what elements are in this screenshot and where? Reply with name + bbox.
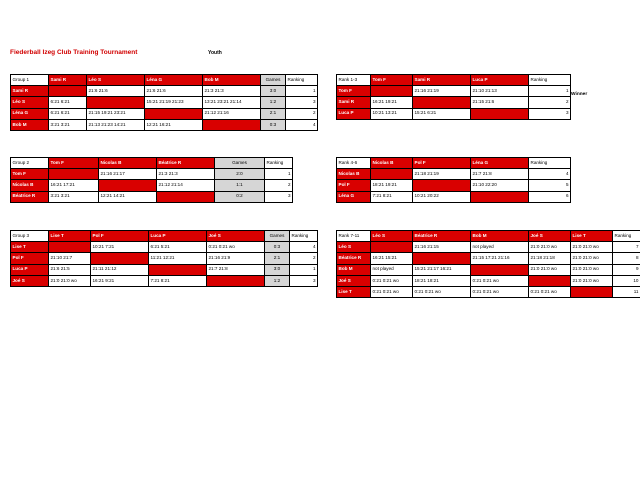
rank-4-6-col-header: Pol F <box>413 158 471 169</box>
row-player-name: Sami R <box>11 86 49 97</box>
group1-col-header: Léna G <box>145 75 203 86</box>
match-score: 0:21 0:21 wo <box>529 286 571 297</box>
match-score: 21:0 21:0 wo <box>571 253 613 264</box>
match-score: 12:21 14:21 <box>99 191 157 202</box>
ranking-value: 6 <box>529 191 571 202</box>
rank-7-11-ranking-header: Ranking <box>613 231 640 242</box>
diagonal-cell <box>49 169 99 180</box>
group2-games-header: Games <box>215 158 265 169</box>
match-score: 21:12 21:14 <box>157 180 215 191</box>
games-count: 3:0 <box>261 86 286 97</box>
ranking-value: 4 <box>529 169 571 180</box>
match-score: 21:6 21:6 <box>87 86 145 97</box>
match-score: 15:21 21:19 21:23 <box>145 97 203 108</box>
match-score: 0:21 0:21 wo <box>207 242 265 253</box>
match-score: 7:21 8:21 <box>371 191 413 202</box>
ranking-value: 2 <box>290 253 318 264</box>
table-row <box>337 242 640 253</box>
match-score: not played <box>371 264 413 275</box>
diagonal-cell <box>571 286 613 297</box>
table-row <box>11 275 318 286</box>
row-player-name: Nicolas B <box>11 180 49 191</box>
row-player-name: Pol F <box>337 180 371 191</box>
diagonal-cell <box>91 253 149 264</box>
match-score: 15:21 21:17 16:21 <box>413 264 471 275</box>
rank-4-6-col-header: Nicolas B <box>371 158 413 169</box>
ranking-value: 8 <box>613 253 640 264</box>
ranking-value: 3 <box>290 275 318 286</box>
match-score: 15:21 6:21 <box>413 108 471 119</box>
group2-col-header: Nicolas B <box>99 158 157 169</box>
match-score: 21:16 21:9 <box>207 253 265 264</box>
winner-label: Winner <box>571 92 588 97</box>
ranking-value: 3 <box>286 97 318 108</box>
diagonal-cell <box>99 180 157 191</box>
table-row <box>337 191 571 202</box>
match-score: 21:7 21:8 <box>207 264 265 275</box>
rank-7-11-col-header: Lise T <box>571 231 613 242</box>
ranking-value: 2 <box>265 180 293 191</box>
group2-ranking-header: Ranking <box>265 158 293 169</box>
group3-table <box>10 230 318 287</box>
rank-7-11-col-header: Béatrice R <box>413 231 471 242</box>
row-player-name: Joé S <box>11 275 49 286</box>
match-score: 10:21 7:21 <box>91 242 149 253</box>
match-score: 10:21 20:22 <box>413 191 471 202</box>
match-score: 16:21 17:21 <box>49 180 99 191</box>
match-score: 6:21 6:21 <box>49 97 87 108</box>
diagonal-cell <box>371 242 413 253</box>
match-score: 21:12 21:16 <box>203 108 261 119</box>
diagonal-cell <box>157 191 215 202</box>
row-player-name: Léo S <box>11 97 49 108</box>
group3-ranking-header: Ranking <box>290 231 318 242</box>
table-row <box>337 108 571 119</box>
ranking-value: 3 <box>529 108 571 119</box>
group3-col-header: Joé S <box>207 231 265 242</box>
ranking-value: 5 <box>529 180 571 191</box>
match-score: 21:0 21:0 wo <box>571 275 613 286</box>
group1-table <box>10 74 318 131</box>
match-score: 0:21 0:21 wo <box>371 286 413 297</box>
match-score: 3:21 3:21 <box>49 191 99 202</box>
rank-1-3-col-header: Sami R <box>413 75 471 86</box>
rank-7-11-table <box>336 230 640 298</box>
row-player-name: Joé S <box>337 275 371 286</box>
match-score: 7:21 8:21 <box>149 275 207 286</box>
page-title: Fiederball Izeg Club Training Tournament <box>10 49 138 56</box>
group1-col-header: Sami R <box>49 75 87 86</box>
ranking-value: 1 <box>529 86 571 97</box>
ranking-value: 4 <box>290 242 318 253</box>
group3-col-header: Pol F <box>91 231 149 242</box>
match-score: 21:3 21:3 <box>203 86 261 97</box>
group2-table <box>10 157 293 203</box>
games-count: 1:1 <box>215 180 265 191</box>
ranking-value: 2 <box>529 97 571 108</box>
table-row <box>337 264 640 275</box>
group1-label: Group 1 <box>11 75 49 86</box>
rank-4-6-label: Rank 4-6 <box>337 158 371 169</box>
match-score: 21:13 21:23 14:21 <box>87 119 145 130</box>
diagonal-cell <box>207 275 265 286</box>
table-row <box>11 253 318 264</box>
match-score: 11:21 12:21 <box>149 253 207 264</box>
diagonal-cell <box>471 191 529 202</box>
row-player-name: Luca P <box>337 108 371 119</box>
match-score: 21:15 21:6 <box>471 97 529 108</box>
match-score: 18:21 18:21 <box>413 275 471 286</box>
games-count: 1:2 <box>265 275 290 286</box>
match-score: 6:21 6:21 <box>49 108 87 119</box>
games-count: 3:0 <box>265 264 290 275</box>
match-score: 21:0 21:0 wo <box>571 242 613 253</box>
table-row <box>11 242 318 253</box>
match-score: 13:21 23:21 21:14 <box>203 97 261 108</box>
ranking-value: 4 <box>286 119 318 130</box>
diagonal-cell <box>87 97 145 108</box>
match-score: 21:16 21:19 <box>413 86 471 97</box>
row-player-name: Tom F <box>11 169 49 180</box>
table-row <box>11 108 318 119</box>
diagonal-cell <box>413 253 471 264</box>
match-score: not played <box>471 242 529 253</box>
match-score: 21:10 22:20 <box>471 180 529 191</box>
rank-1-3-label: Rank 1-3 <box>337 75 371 86</box>
match-score: 21:15 19:21 23:21 <box>87 108 145 119</box>
group1-games-header: Games <box>261 75 286 86</box>
match-score: 16:21 15:21 <box>371 253 413 264</box>
group3-col-header: Luca P <box>149 231 207 242</box>
row-player-name: Luca P <box>11 264 49 275</box>
diagonal-cell <box>413 97 471 108</box>
table-row <box>11 264 318 275</box>
diagonal-cell <box>49 86 87 97</box>
match-score: 21:7 21:8 <box>471 169 529 180</box>
diagonal-cell <box>413 180 471 191</box>
group3-col-header: Lise T <box>49 231 91 242</box>
rank-1-3-ranking-header: Ranking <box>529 75 571 86</box>
row-player-name: Lise T <box>337 286 371 297</box>
match-score: 21:18 21:19 <box>413 169 471 180</box>
ranking-value: 2 <box>286 108 318 119</box>
ranking-value: 1 <box>286 86 318 97</box>
group1-ranking-header: Ranking <box>286 75 318 86</box>
row-player-name: Léna G <box>11 108 49 119</box>
match-score: 21:6 21:6 <box>145 86 203 97</box>
rank-7-11-label: Rank 7-11 <box>337 231 371 242</box>
match-score: 3:21 3:21 <box>49 119 87 130</box>
ranking-value: 3 <box>265 191 293 202</box>
table-row <box>337 169 571 180</box>
match-score: 21:10 21:7 <box>49 253 91 264</box>
row-player-name: Tom F <box>337 86 371 97</box>
table-row <box>11 191 293 202</box>
ranking-value: 10 <box>613 275 640 286</box>
rank-4-6-ranking-header: Ranking <box>529 158 571 169</box>
group2-col-header: Tom F <box>49 158 99 169</box>
match-score: 6:21 5:21 <box>149 242 207 253</box>
games-count: 1:2 <box>261 97 286 108</box>
group3-label: Group 3 <box>11 231 49 242</box>
match-score: 21:3 21:3 <box>157 169 215 180</box>
match-score: 0:21 0:21 wo <box>413 286 471 297</box>
table-row <box>11 86 318 97</box>
table-row <box>337 86 571 97</box>
ranking-value: 11 <box>613 286 640 297</box>
diagonal-cell <box>471 108 529 119</box>
row-player-name: Léo S <box>337 242 371 253</box>
diagonal-cell <box>145 108 203 119</box>
diagonal-cell <box>371 86 413 97</box>
ranking-value: 7 <box>613 242 640 253</box>
games-count: 2:1 <box>261 108 286 119</box>
diagonal-cell <box>471 264 529 275</box>
match-score: 21:11 21:12 <box>91 264 149 275</box>
match-score: 0:21 0:21 wo <box>471 286 529 297</box>
table-row <box>11 180 293 191</box>
row-player-name: Lise T <box>11 242 49 253</box>
games-count: 0:2 <box>215 191 265 202</box>
rank-7-11-col-header: Bob M <box>471 231 529 242</box>
row-player-name: Béatrice R <box>11 191 49 202</box>
group1-col-header: Bob M <box>203 75 261 86</box>
group2-label: Group 2 <box>11 158 49 169</box>
row-player-name: Léna G <box>337 191 371 202</box>
table-row <box>337 253 640 264</box>
rank-4-6-table <box>336 157 571 203</box>
match-score: 18:21 19:21 <box>371 180 413 191</box>
match-score: 21:15 17:21 21:16 <box>471 253 529 264</box>
table-row <box>337 275 640 286</box>
diagonal-cell <box>203 119 261 130</box>
row-player-name: Béatrice R <box>337 253 371 264</box>
table-row <box>11 169 293 180</box>
rank-1-3-table <box>336 74 571 120</box>
rank-1-3-col-header: Luca P <box>471 75 529 86</box>
diagonal-cell <box>49 242 91 253</box>
match-score: 21:0 21:0 wo <box>529 242 571 253</box>
ranking-value: 1 <box>265 169 293 180</box>
match-score: 16:21 19:21 <box>371 97 413 108</box>
table-row <box>337 286 640 297</box>
diagonal-cell <box>371 169 413 180</box>
match-score: 0:21 0:21 wo <box>371 275 413 286</box>
rank-4-6-col-header: Léna G <box>471 158 529 169</box>
rank-7-11-col-header: Léo S <box>371 231 413 242</box>
page-subtitle: Youth <box>208 50 222 56</box>
table-row <box>11 119 318 130</box>
table-row <box>11 97 318 108</box>
match-score: 21:18 21:18 <box>529 253 571 264</box>
match-score: 21:16 21:17 <box>99 169 157 180</box>
match-score: 21:16 21:15 <box>413 242 471 253</box>
row-player-name: Nicolas B <box>337 169 371 180</box>
row-player-name: Bob M <box>11 119 49 130</box>
games-count: 0:3 <box>265 242 290 253</box>
match-score: 16:21 9:21 <box>91 275 149 286</box>
row-player-name: Bob M <box>337 264 371 275</box>
match-score: 21:10 21:13 <box>471 86 529 97</box>
group1-col-header: Léo S <box>87 75 145 86</box>
rank-1-3-col-header: Tom F <box>371 75 413 86</box>
match-score: 21:0 21:0 wo <box>529 264 571 275</box>
diagonal-cell <box>149 264 207 275</box>
table-row <box>337 180 571 191</box>
rank-7-11-col-header: Joé S <box>529 231 571 242</box>
row-player-name: Sami R <box>337 97 371 108</box>
match-score: 21:0 21:0 wo <box>571 264 613 275</box>
row-player-name: Pol F <box>11 253 49 264</box>
diagonal-cell <box>529 275 571 286</box>
match-score: 0:21 0:21 wo <box>471 275 529 286</box>
games-count: 0:3 <box>261 119 286 130</box>
ranking-value: 1 <box>290 264 318 275</box>
table-row <box>337 97 571 108</box>
games-count: 2:0 <box>215 169 265 180</box>
group2-col-header: Béatrice R <box>157 158 215 169</box>
match-score: 12:21 16:21 <box>145 119 203 130</box>
match-score: 10:21 13:21 <box>371 108 413 119</box>
match-score: 21:0 21:0 wo <box>49 275 91 286</box>
games-count: 2:1 <box>265 253 290 264</box>
ranking-value: 9 <box>613 264 640 275</box>
match-score: 21:6 21:5 <box>49 264 91 275</box>
group3-games-header: Games <box>265 231 290 242</box>
